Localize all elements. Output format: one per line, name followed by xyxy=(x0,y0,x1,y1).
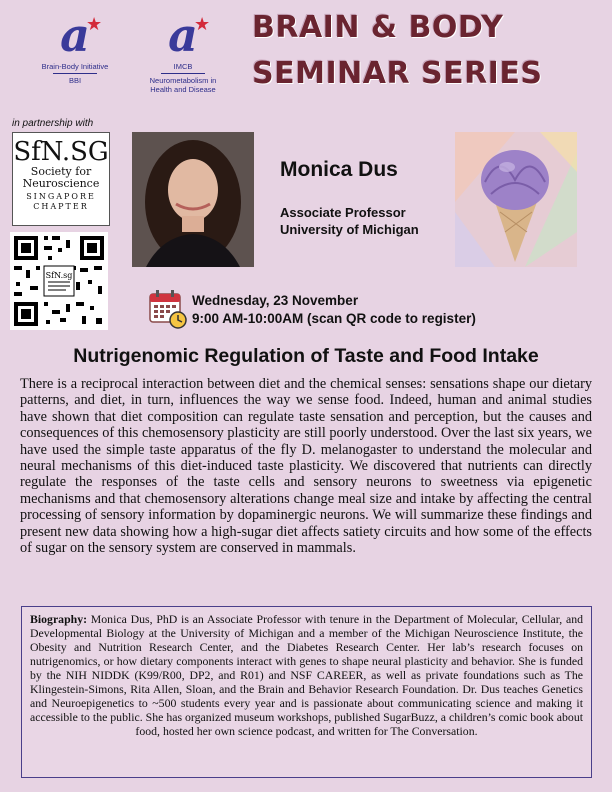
bbi-acronym: BBI xyxy=(68,76,82,85)
sfn-wordmark: SfN.SG xyxy=(13,137,109,167)
bbi-logo-letter: a xyxy=(60,8,90,62)
biography-text: Monica Dus, PhD is an Associate Professor with tenure in the Department of Molecular, Cellular, and Developmental Biology at the University of Michigan and a member of the Michigan Neuroscience Institute, the Obesity and Nutrition Research Center, and the Diabetes Research Center. Her lab’s research focuses on nutrigenomics, or how dietary components interact with genes to shape neural plasticity and behavior. She is funded by the NIH NIDDK (K99/R00, DP2, and R01) and NSF CAREER, as well as private foundations such as The Klingestein-Simons, Rita Allen, Sloan, and the Brain and Behavior Research Foundation. Dr. Dus teaches Genetics and Neuroepigenetics to ~500 students every year and is passionate about communicating science and making it accessible to the public. She has organized museum workshops, published SugarBuzz, a children’s comic book about food, hosted her own science podcast, and written for The Conversation. xyxy=(30,612,583,738)
sfn-logo xyxy=(12,132,110,226)
imcb-logo-letter: a xyxy=(168,8,198,62)
ice-cream-illustration xyxy=(455,132,577,267)
svg-text:SfN.sg: SfN.sg xyxy=(45,271,73,280)
bbi-caption: Brain-Body Initiative xyxy=(41,62,109,71)
sfn-line2: Neuroscience xyxy=(22,177,100,190)
imcb-caption: IMCB xyxy=(173,62,193,71)
sfn-caps2: CHAPTER xyxy=(33,202,89,211)
event-date: Wednesday, 23 November xyxy=(192,293,359,308)
calendar-clock-icon xyxy=(148,288,188,330)
speaker-title: Associate Professor xyxy=(280,205,406,220)
talk-title: Nutrigenomic Regulation of Taste and Food Intake xyxy=(73,345,539,367)
partnership-label: in partnership with xyxy=(12,118,94,129)
star-icon: ★ xyxy=(194,14,211,34)
series-title-line2: SEMINAR SERIES xyxy=(252,56,543,91)
sfn-line1: Society for xyxy=(30,165,92,178)
star-icon: ★ xyxy=(86,14,103,34)
biography xyxy=(22,607,591,738)
bbi-logo xyxy=(30,8,120,85)
series-title-line1: BRAIN & BODY xyxy=(252,10,504,45)
qr-code-icon xyxy=(10,232,108,330)
imcb-logo xyxy=(138,8,228,94)
biography-box xyxy=(21,606,592,778)
abstract: There is a reciprocal interaction between diet and the chemical senses: sensations shape our dietary patterns, and diet, in turn, influences the way we sense food. Indeed, human and animal studies have shown that diet composition can regulate taste sensation and perception, but the causes and consequences of this chemosensory plasticity are still poorly understood. Over the last six years, we have used the simple taste apparatus of the fly D. melanogaster to understand the molecular and neural mechanisms of this diet-induced taste plasticity. We discovered that nutrients can directly regulate the responses of the taste cells and sensory neurons to sweetness via epigenetic mechanisms and that chemosensory alterations change meal size and intake by affecting the central processing of sensory information by dopaminergic neurons. We will summarize these findings and present new data showing how a high-sugar diet affects satiety circuits and how some of the effects of sugar on the sensory system are conserved in mammals. xyxy=(20,376,592,557)
imcb-sub2: Health and Disease xyxy=(150,85,216,94)
sfn-caps1: SINGAPORE xyxy=(26,192,96,201)
event-time: 9:00 AM-10:00AM (scan QR code to register) xyxy=(192,311,476,326)
divider xyxy=(53,73,97,74)
speaker-photo xyxy=(132,132,254,267)
speaker-name: Monica Dus xyxy=(280,158,398,181)
imcb-sub1: Neurometabolism in xyxy=(149,76,217,85)
registration-qr-code[interactable] xyxy=(10,232,108,330)
biography-label: Biography: xyxy=(30,612,88,626)
speaker-affiliation: University of Michigan xyxy=(280,222,419,237)
divider xyxy=(161,73,205,74)
